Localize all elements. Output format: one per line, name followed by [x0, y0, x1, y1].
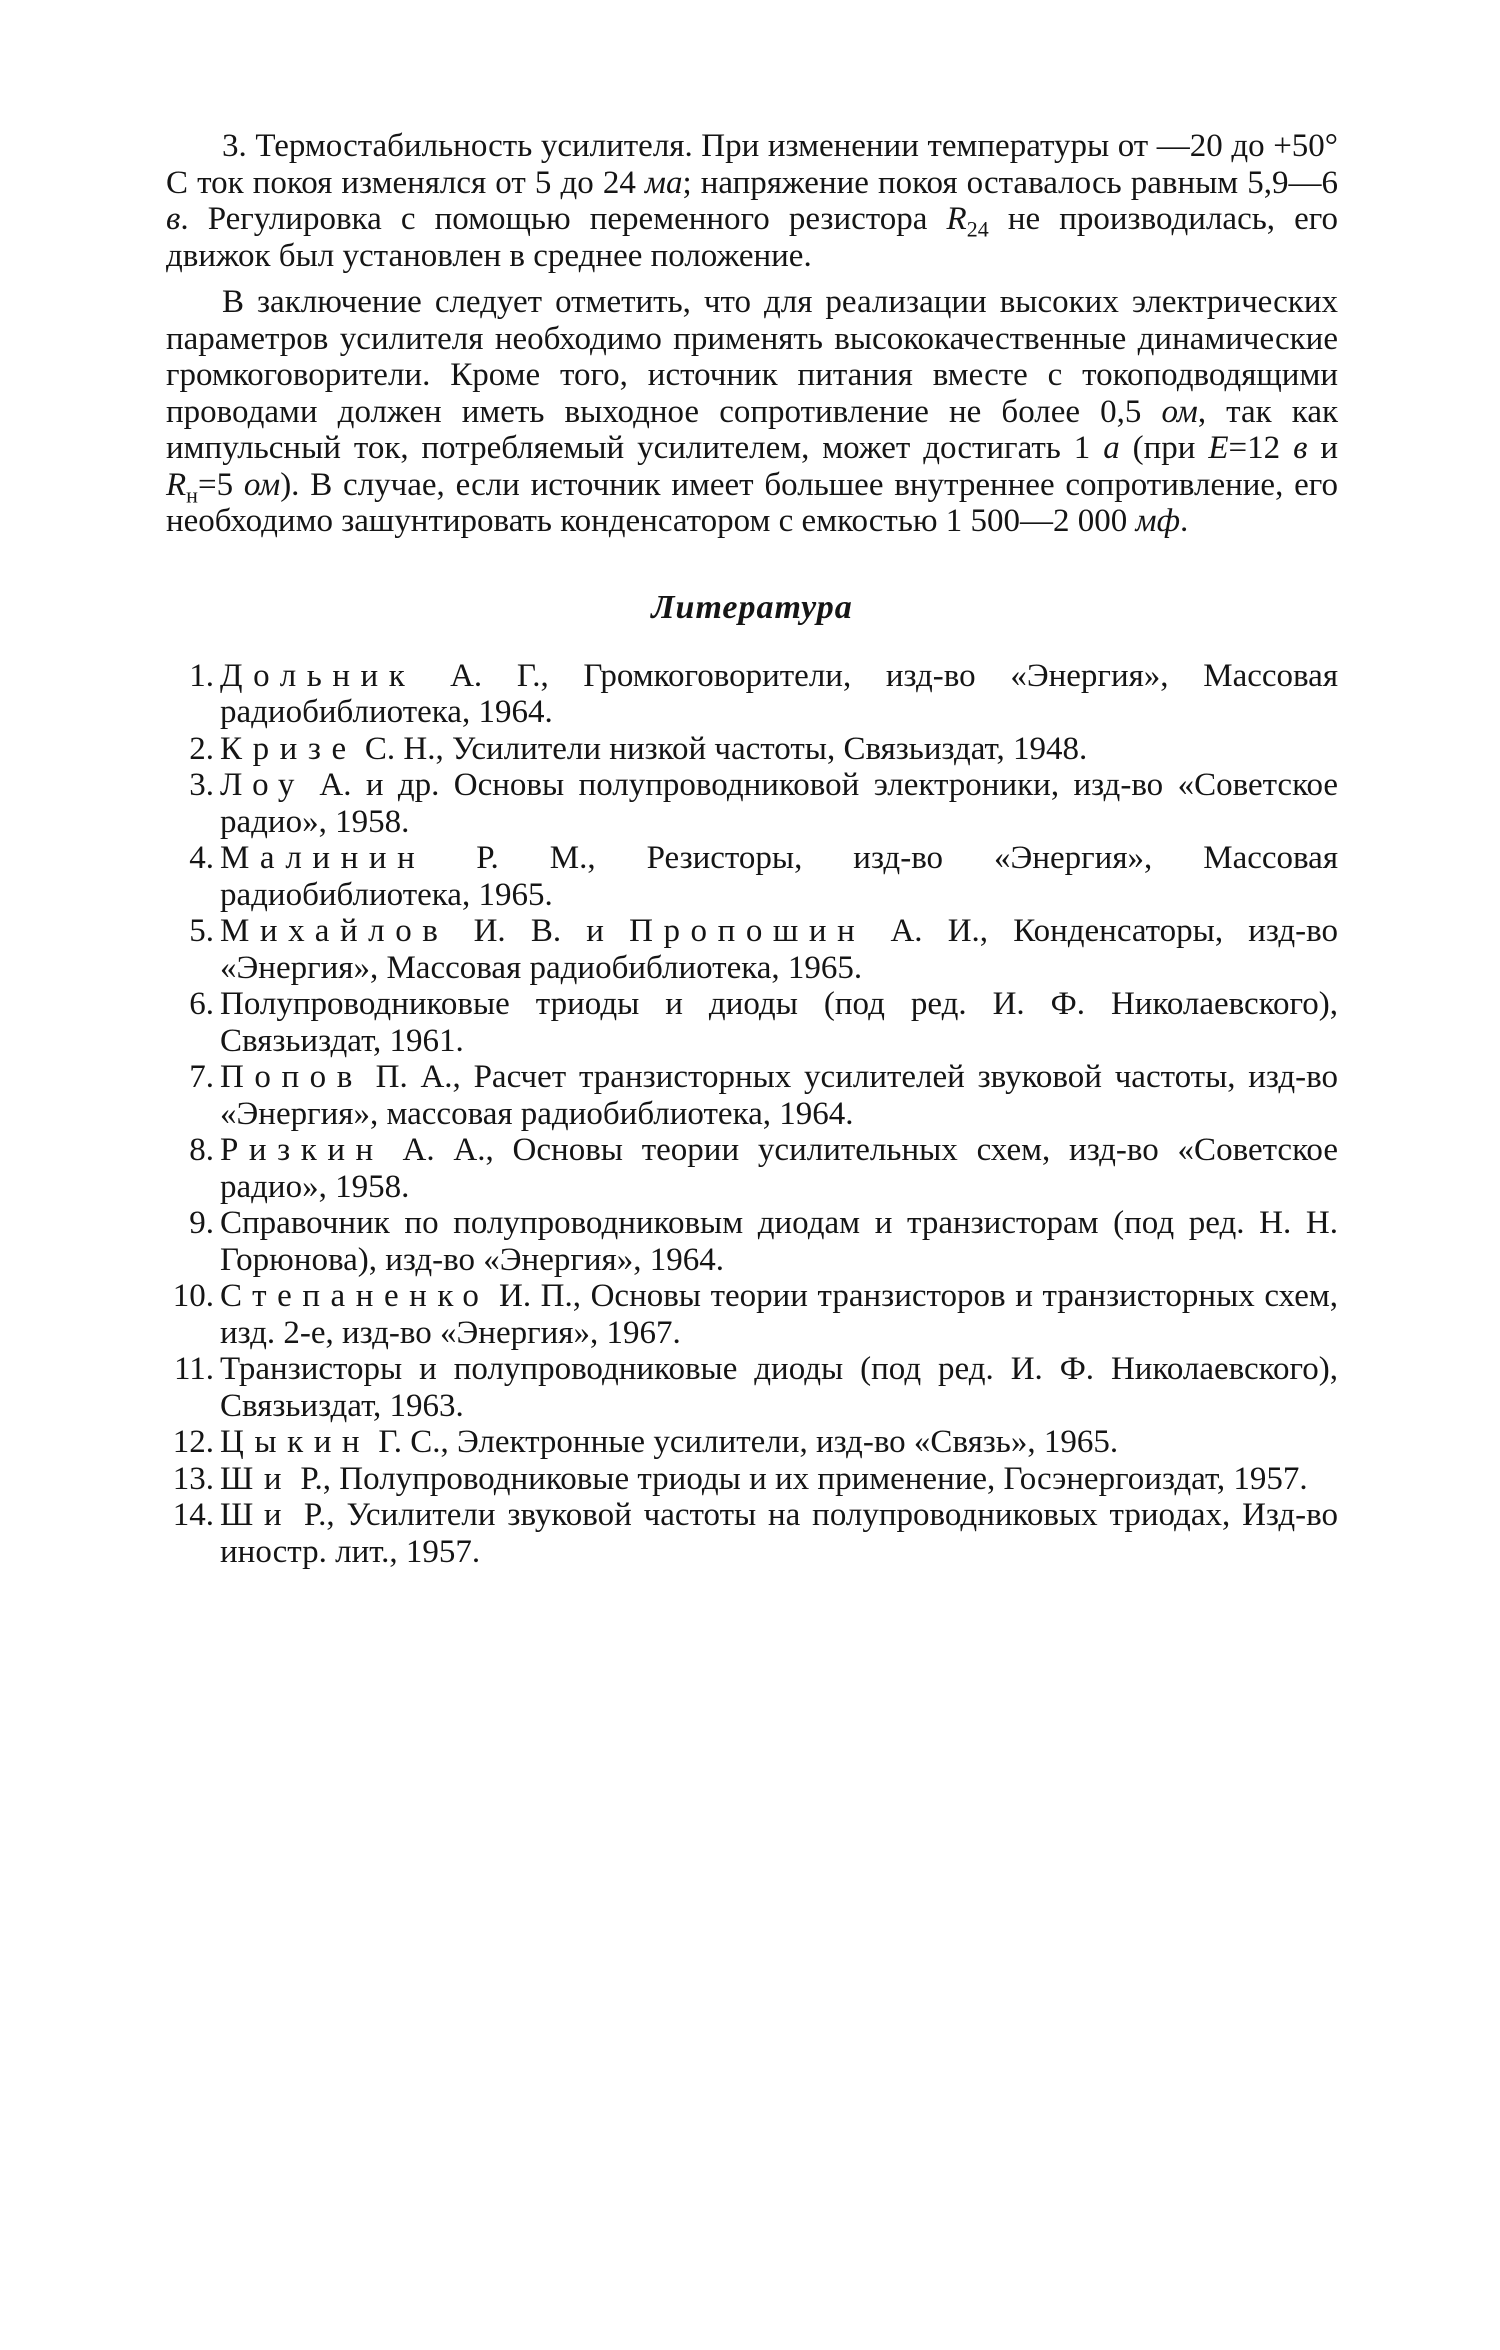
reference-details: Р. М., Резисторы, изд-во «Энергия», Массовая радиобиблиотека, 1965.: [220, 840, 1338, 913]
reference-details: П. А., Расчет транзисторных усилителей звуковой частоты, изд-во «Энергия», массовая радиобиблиотека, 1964.: [220, 1059, 1338, 1132]
resistor-symbol: R: [946, 201, 967, 237]
reference-text: [220, 1059, 1338, 1132]
reference-number: 11.: [173, 1351, 214, 1387]
reference-text: [220, 767, 1338, 840]
reference-item: [166, 986, 1338, 1059]
reference-number: 1.: [189, 657, 214, 694]
text-run: ). В случае, если источник имеет большее внутреннее сопротивление, его необходимо зашунтировать конденсатором с емкостью 1 500—2 000: [166, 466, 1338, 539]
paragraph-conclusion: [166, 284, 1338, 540]
unit-ohm: ом: [243, 466, 281, 503]
paragraph-thermal-stability: [166, 128, 1338, 274]
reference-text: [220, 1424, 1338, 1461]
reference-details: А. А., Основы теории усилительных схем, изд-во «Советское радио», 1958.: [220, 1132, 1338, 1205]
reference-details: И. В. и: [448, 913, 630, 949]
reference-item: [166, 731, 1338, 768]
reference-author: Цыкин: [220, 1424, 371, 1460]
reference-number: 10.: [172, 1278, 214, 1314]
reference-text: [220, 1497, 1338, 1570]
text-run: ; напряжение покоя оставалось равным 5,9—6: [682, 164, 1338, 201]
unit-volt: в: [1293, 430, 1308, 466]
reference-details: Транзисторы и полупроводниковые диоды (под ред. И. Ф. Николаевского), Связьиздат, 1963.: [220, 1351, 1338, 1424]
reference-author: Попов: [220, 1059, 363, 1095]
reference-details: Полупроводниковые триоды и диоды (под ред. И. Ф. Николаевского), Связьиздат, 1961.: [220, 986, 1338, 1059]
reference-text: [220, 986, 1338, 1059]
reference-author: Степаненко: [220, 1278, 490, 1314]
text-run: В заключение следует отметить, что для реализации высоких электрических параметров усилителя необходимо применять высококачественные динамические громкоговорители. Кроме того, источник питания вместе с токоподводящими проводами должен иметь выходное сопротивление не более 0,5: [166, 284, 1338, 430]
unit-microfarad: мф: [1135, 503, 1181, 539]
reference-author: Дольник: [220, 657, 416, 694]
text-run: . Регулировка с помощью переменного резистора: [180, 201, 947, 237]
reference-details: Р., Полупроводниковые триоды и их применение, Госэнергоиздат, 1957.: [292, 1460, 1308, 1497]
reference-item: [166, 658, 1338, 731]
reference-author: Ризкин: [220, 1132, 384, 1168]
reference-details: А. Г., Громкоговорители, изд-во «Энергия», Массовая радиобиблиотека, 1964.: [220, 657, 1338, 730]
load-resistance-subscript: н: [186, 482, 198, 508]
reference-author: Ши: [220, 1460, 293, 1497]
text-run: 3. Термостабильность усилителя. При изменении температуры от —20 до +50° С ток покоя изменялся от 5 до 24: [166, 128, 1338, 201]
reference-text: [220, 658, 1338, 731]
reference-text: [220, 1351, 1338, 1424]
reference-item: [166, 767, 1338, 840]
reference-details: Г. С., Электронные усилители, изд-во «Связь», 1965.: [370, 1424, 1119, 1460]
reference-number: 9.: [189, 1205, 214, 1241]
reference-item: [166, 1278, 1338, 1351]
unit-ohm: ом: [1161, 393, 1198, 430]
reference-number: 12.: [172, 1424, 214, 1460]
reference-item: [166, 1132, 1338, 1205]
reference-item: [166, 1497, 1338, 1570]
reference-details: А. и др. Основы полупроводниковой электроники, изд-во «Советское радио», 1958.: [220, 767, 1338, 840]
reference-item: [166, 913, 1338, 986]
text-run: , так как импульсный ток, потребляемый усилителем, может достигать 1: [166, 393, 1339, 466]
reference-item: [166, 840, 1338, 913]
resistor-subscript: 24: [966, 216, 989, 242]
reference-details: И. П., Основы теории транзисторов и транзисторных схем, изд. 2-е, изд-во «Энергия», 1967.: [220, 1278, 1338, 1351]
reference-number: 3.: [189, 767, 214, 803]
reference-item: [166, 1059, 1338, 1132]
text-run: .: [1180, 503, 1189, 539]
reference-number: 5.: [189, 913, 214, 949]
reference-list: [166, 658, 1338, 1571]
reference-number: 6.: [189, 986, 214, 1022]
text-run: не производилась, его движок был установлен в среднее положение.: [166, 201, 1338, 274]
reference-text: [220, 1132, 1338, 1205]
reference-number: 2.: [189, 730, 214, 767]
reference-author: Пропошин: [629, 913, 866, 949]
reference-number: 13.: [172, 1460, 214, 1497]
unit-milliampere: ма: [644, 164, 683, 201]
text-run: =5: [197, 466, 244, 503]
reference-number: 4.: [189, 840, 214, 876]
reference-text: [220, 1278, 1338, 1351]
reference-item: [166, 1424, 1338, 1461]
reference-details: Р., Усилители звуковой частоты на полупроводниковых триодах, Изд-во иностр. лит., 1957.: [220, 1497, 1338, 1570]
reference-text: [220, 840, 1338, 913]
reference-author: Малинин: [220, 840, 426, 876]
text-run: и: [1307, 430, 1338, 466]
reference-item: [166, 1461, 1338, 1498]
text-run: =12: [1228, 430, 1294, 466]
unit-volt: в: [166, 201, 181, 237]
reference-item: [166, 1205, 1338, 1278]
reference-text: [220, 1205, 1338, 1278]
reference-item: [166, 1351, 1338, 1424]
reference-author: Лоу: [220, 767, 305, 803]
reference-details: Справочник по полупроводниковым диодам и транзисторам (под ред. Н. Н. Горюнова), изд-во «Энергия», 1964.: [220, 1205, 1338, 1278]
reference-author: Кризе: [220, 730, 357, 767]
reference-text: [220, 1461, 1338, 1498]
reference-number: 14.: [172, 1497, 214, 1533]
text-run: (при: [1119, 430, 1209, 466]
reference-number: 8.: [189, 1132, 214, 1168]
literature-heading: Литература: [651, 588, 853, 626]
reference-text: [220, 913, 1338, 986]
reference-author: Ши: [220, 1497, 293, 1533]
unit-ampere: а: [1103, 430, 1120, 466]
reference-details: С. Н., Усилители низкой частоты, Связьиздат, 1948.: [356, 730, 1088, 767]
load-resistance-symbol: R: [166, 466, 187, 503]
reference-text: [220, 731, 1338, 768]
voltage-symbol: E: [1208, 430, 1229, 466]
reference-author: Михайлов: [220, 913, 449, 949]
reference-number: 7.: [189, 1059, 214, 1095]
book-page: [166, 128, 1338, 1570]
reference-details: А. И., Конденсаторы, изд-во «Энергия», Массовая радиобиблиотека, 1965.: [220, 913, 1338, 986]
